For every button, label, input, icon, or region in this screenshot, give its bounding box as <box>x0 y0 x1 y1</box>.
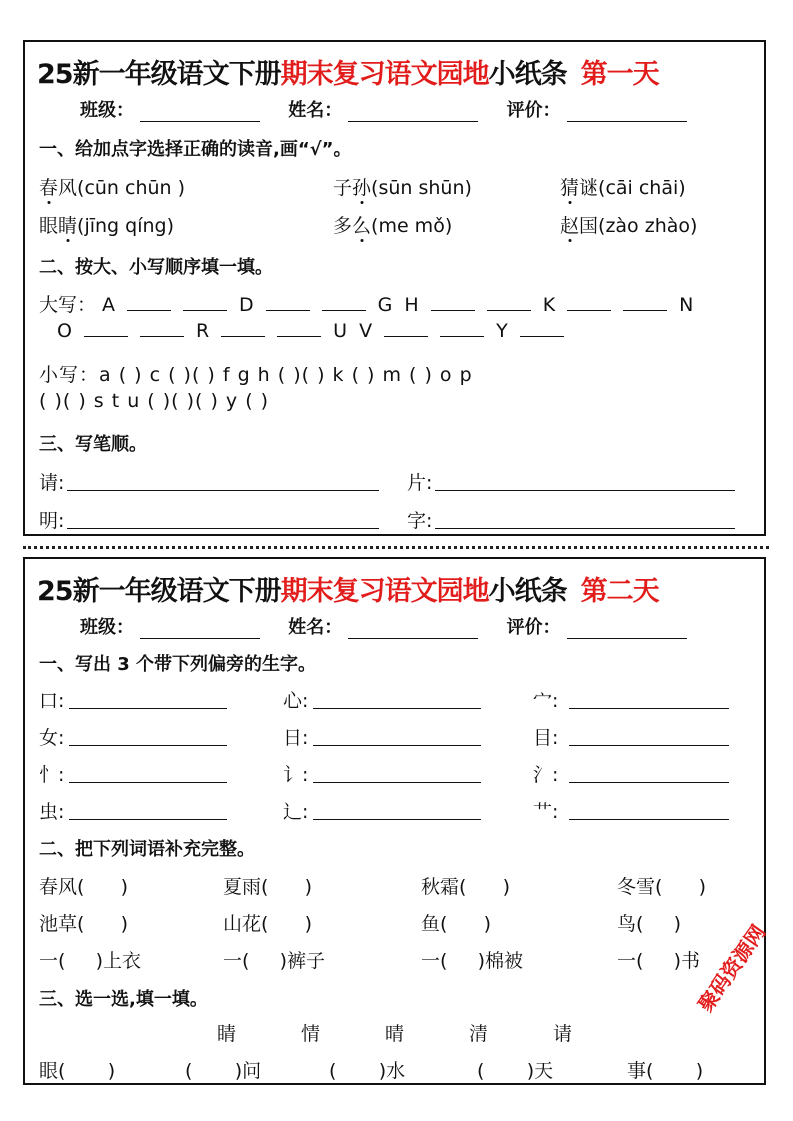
word-fill-item[interactable]: 鱼( ) <box>421 913 492 935</box>
radical-label: 心: <box>283 690 309 712</box>
radical-answer-field[interactable] <box>569 745 729 746</box>
name-field[interactable] <box>348 620 478 639</box>
uppercase-row-2 <box>51 320 570 342</box>
section-1-heading: 一、写出 3 个带下列偏旁的生字。 <box>39 654 317 675</box>
word-fill-item[interactable]: 秋霜( ) <box>421 876 511 898</box>
radical-answer-field[interactable] <box>313 782 481 783</box>
class-label: 班级： <box>80 617 134 638</box>
word-fill-item[interactable]: 鸟( ) <box>617 913 682 935</box>
worksheet-title <box>37 52 659 91</box>
radical-label: 日: <box>283 727 309 749</box>
title-suffix: 小纸条 <box>488 59 567 90</box>
pinyin-item <box>560 173 686 200</box>
pinyin-item <box>39 211 174 238</box>
radical-answer-field[interactable] <box>69 819 227 820</box>
title-highlight: 期末复习语文园地 <box>280 59 489 90</box>
word-fill-item[interactable]: 一( )棉被 <box>421 950 524 972</box>
class-field[interactable] <box>140 103 260 122</box>
title-highlight: 期末复习语文园地 <box>280 576 489 607</box>
letter-blank[interactable] <box>384 322 428 337</box>
eval-field[interactable] <box>567 620 687 639</box>
radical-answer-field[interactable] <box>313 708 481 709</box>
letter-blank[interactable] <box>140 322 184 337</box>
pinyin-options[interactable]: (jīng qíng) <box>77 215 174 237</box>
text-segment: 孙 <box>352 177 372 199</box>
text-segment: 猜 <box>560 177 580 199</box>
text-segment: 春 <box>39 177 59 199</box>
pinyin-options[interactable]: (cūn chūn ) <box>77 177 186 199</box>
student-info <box>80 613 709 639</box>
title-suffix: 小纸条 <box>488 576 567 607</box>
word-fill-item[interactable]: 一( )上衣 <box>39 950 142 972</box>
text-segment: 睛 <box>58 215 78 237</box>
stroke-order-field[interactable] <box>67 490 379 491</box>
letter-blank[interactable] <box>322 296 366 311</box>
word-fill-item[interactable]: 春风( ) <box>39 876 129 898</box>
stroke-order-label: 明: <box>39 510 65 532</box>
class-label: 班级： <box>80 100 134 121</box>
radical-label: 氵: <box>533 764 559 786</box>
lowercase-row-2 <box>39 390 269 412</box>
section-2-heading: 二、按大、小写顺序填一填。 <box>39 257 273 278</box>
text-segment: 赵 <box>560 215 580 237</box>
class-field[interactable] <box>140 620 260 639</box>
radical-label: 讠: <box>283 764 309 786</box>
radical-answer-field[interactable] <box>569 819 729 820</box>
radical-answer-field[interactable] <box>313 819 481 820</box>
radical-answer-field[interactable] <box>69 708 227 709</box>
letter: U <box>333 320 348 342</box>
uppercase-row-1 <box>39 290 699 317</box>
letter-blank[interactable] <box>127 296 171 311</box>
text-segment: 多 <box>333 215 353 237</box>
choice-character: 睛 <box>217 1023 237 1045</box>
section-1-heading: 一、给加点字选择正确的读音,画“√”。 <box>39 139 352 160</box>
stroke-order-field[interactable] <box>67 528 379 529</box>
lowercase-row-1 <box>39 360 473 387</box>
radical-label: 宀: <box>533 690 559 712</box>
section-2-heading: 二、把下列词语补充完整。 <box>39 839 255 860</box>
letter: Y <box>496 320 508 342</box>
pinyin-item <box>333 211 452 238</box>
watermark: 聚码资源网 <box>693 920 771 1017</box>
letter: A <box>102 294 116 316</box>
section-3-heading: 三、选一选,填一填。 <box>39 989 208 1010</box>
radical-answer-field[interactable] <box>69 782 227 783</box>
letter: G <box>377 294 393 316</box>
radical-label: 辶: <box>283 801 309 823</box>
radical-answer-field[interactable] <box>569 708 729 709</box>
choice-character: 情 <box>301 1023 321 1045</box>
lowercase-label: 小写： <box>39 364 100 386</box>
pinyin-options[interactable]: (me mǒ) <box>371 215 453 237</box>
pinyin-options[interactable]: (cāi chāi) <box>598 177 686 199</box>
letter: K <box>542 294 556 316</box>
letter: V <box>359 320 373 342</box>
letter-blank[interactable] <box>266 296 310 311</box>
word-fill-item[interactable]: 一( )裤子 <box>223 950 326 972</box>
text-segment: 眼 <box>39 215 59 237</box>
title-prefix: 25新一年级语文下册 <box>37 576 281 607</box>
text-segment: 风 <box>58 177 78 199</box>
word-fill-item[interactable]: 夏雨( ) <box>223 876 313 898</box>
student-info <box>80 96 709 122</box>
text-segment: 国 <box>579 215 599 237</box>
uppercase-label: 大写： <box>39 294 97 316</box>
choice-blank[interactable]: ( )天 <box>477 1060 554 1082</box>
radical-label: 忄: <box>39 764 65 786</box>
text-segment: 么 <box>352 215 372 237</box>
eval-field[interactable] <box>567 103 687 122</box>
word-fill-item[interactable]: 山花( ) <box>223 913 313 935</box>
choice-blank[interactable]: 事( ) <box>627 1060 704 1082</box>
radical-label: 目: <box>533 727 559 749</box>
letter: R <box>195 320 210 342</box>
cut-line-divider <box>23 546 769 549</box>
radical-answer-field[interactable] <box>569 782 729 783</box>
letter-blank[interactable] <box>221 322 265 337</box>
choice-blank[interactable]: ( )水 <box>329 1060 406 1082</box>
word-fill-item[interactable]: 池草( ) <box>39 913 129 935</box>
letter: D <box>239 294 254 316</box>
radical-label: 女: <box>39 727 65 749</box>
letter: N <box>679 294 694 316</box>
choice-character: 晴 <box>385 1023 405 1045</box>
letter-blank[interactable] <box>277 322 321 337</box>
eval-label: 评价： <box>506 100 561 121</box>
name-label: 姓名： <box>288 100 343 121</box>
choice-blank[interactable]: 眼( ) <box>39 1060 116 1082</box>
radical-label: 艹: <box>533 801 559 823</box>
word-fill-item[interactable]: 一( )书 <box>617 950 701 972</box>
radical-answer-field[interactable] <box>69 745 227 746</box>
letter-blank[interactable] <box>520 322 564 337</box>
pinyin-item <box>39 173 185 200</box>
name-label: 姓名： <box>288 617 343 638</box>
letter-blank[interactable] <box>431 296 475 311</box>
pinyin-options[interactable]: (sūn shūn) <box>371 177 472 199</box>
stroke-order-field[interactable] <box>435 528 735 529</box>
letter-blank[interactable] <box>567 296 611 311</box>
text-segment: 子 <box>333 177 353 199</box>
choice-character: 请 <box>553 1023 573 1045</box>
radical-answer-field[interactable] <box>313 745 481 746</box>
choice-character: 清 <box>469 1023 489 1045</box>
section-3-heading: 三、写笔顺。 <box>39 434 147 455</box>
letter-blank[interactable] <box>487 296 531 311</box>
title-day: 第二天 <box>580 576 659 607</box>
pinyin-options[interactable]: (zào zhào) <box>598 215 698 237</box>
worksheet-day-1 <box>23 40 766 536</box>
letter: H <box>404 294 419 316</box>
letter-blank[interactable] <box>623 296 667 311</box>
stroke-order-label: 片: <box>407 472 433 494</box>
stroke-order-field[interactable] <box>435 490 735 491</box>
lowercase-blanks[interactable]: a ( ) c ( )( ) f g h ( )( ) k ( ) m ( ) o p <box>99 364 473 386</box>
word-fill-item[interactable]: 冬雪( ) <box>617 876 707 898</box>
text-segment: 谜 <box>579 177 599 199</box>
pinyin-item <box>333 173 472 200</box>
name-field[interactable] <box>348 103 478 122</box>
pinyin-item <box>560 211 697 238</box>
choice-blank[interactable]: ( )问 <box>185 1060 262 1082</box>
letter: O <box>57 320 72 342</box>
radical-label: 虫: <box>39 801 65 823</box>
letter-blank[interactable] <box>84 322 128 337</box>
letter-blank[interactable] <box>183 296 227 311</box>
stroke-order-label: 请: <box>39 472 65 494</box>
lowercase-blanks[interactable]: ( )( ) s t u ( )( )( ) y ( ) <box>39 390 270 412</box>
worksheet-day-2 <box>23 557 766 1085</box>
title-day: 第一天 <box>580 59 659 90</box>
stroke-order-label: 字: <box>407 510 433 532</box>
letter-blank[interactable] <box>440 322 484 337</box>
eval-label: 评价： <box>506 617 561 638</box>
radical-label: 口: <box>39 690 65 712</box>
worksheet-title <box>37 569 659 608</box>
title-prefix: 25新一年级语文下册 <box>37 59 281 90</box>
